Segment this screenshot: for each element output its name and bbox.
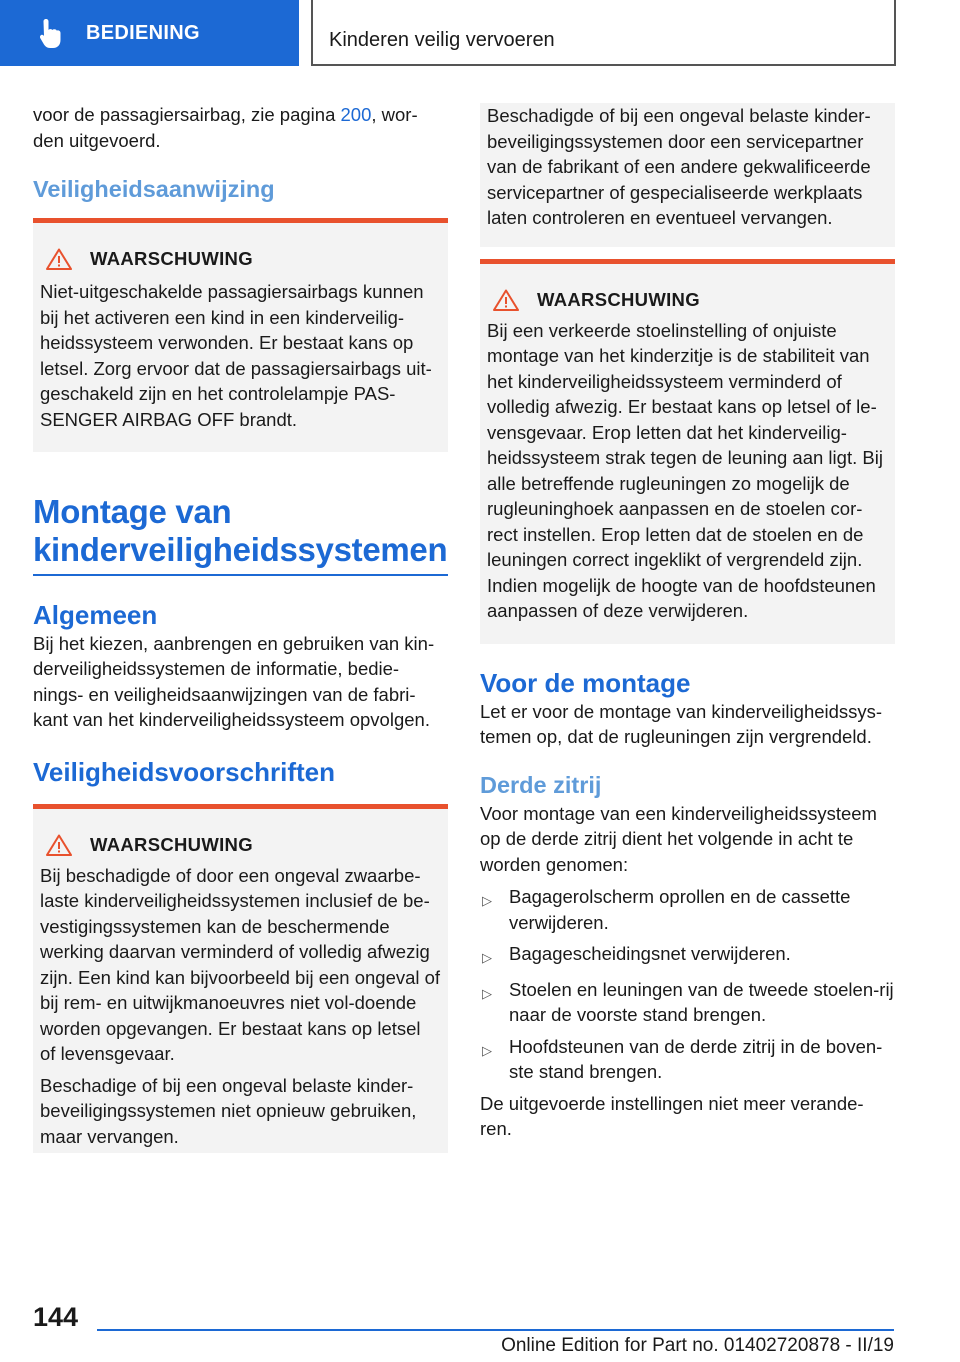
warning-box-seat-setting <box>480 259 895 644</box>
triangle-bullet-icon: ▷ <box>482 893 492 908</box>
page-number: 144 <box>33 1302 79 1332</box>
list-item <box>480 977 895 1028</box>
list-item <box>480 1034 895 1085</box>
third-row-paragraph: Voor montage van een kinderveiligheidssysteem op de derde zitrij dient het volgende in acht te worden genomen: <box>480 802 877 875</box>
intro-paragraph <box>33 102 448 153</box>
list-item-text: Bagagescheidingsnet verwijderen. <box>509 943 791 964</box>
list-item-text: Hoofdsteunen van de derde zitrij in de boven-ste stand brengen. <box>509 1035 883 1082</box>
title-divider <box>33 574 448 576</box>
warning-title-text: WAARSCHUWING <box>537 288 700 310</box>
intro-text-start: voor de passagiersairbag, zie pagina <box>33 104 341 125</box>
right-column <box>480 103 895 1142</box>
warning-text: Bij een verkeerde stoelinstelling of onjuiste montage van het kinderzitje is de stabiliteit van het kinderveiligheidssysteem verminderd of volledig afwezig. Er bestaat kans op letsel of le-vensgevaar. Erop letten dat het kinderveilig-heidssysteem strak tegen de leuning aan ligt. Bij alle betreffende rugleuningen zo mogelijk de rugleuninghoek aanpassen en de stoelen cor-rect instellen. Erop letten dat de stoelen en de leuningen correct ingeklikt of vergrendeld zijn. Indien mogelijk de hoogte van de hoofdsteunen aanpassen of deze verwijderen. <box>487 319 883 621</box>
edition-label: Online Edition for Part no. 01402720878 - II/19 <box>501 1335 894 1356</box>
intro-text-end: , wor- den uitgevoerd. <box>33 104 418 151</box>
triangle-bullet-icon: ▷ <box>482 985 492 1001</box>
list-item-text: Bagagerolscherm oprollen en de cassette verwijderen. <box>509 886 851 933</box>
list-item <box>480 941 895 971</box>
warning-triangle-icon <box>46 248 72 270</box>
warning-triangle-icon <box>46 834 72 856</box>
warning-title <box>46 831 441 859</box>
warning-title <box>46 245 441 273</box>
warning-title <box>493 286 888 314</box>
triangle-bullet-icon: ▷ <box>482 1042 492 1058</box>
pointing-hand-icon <box>36 16 66 50</box>
warning-text: Niet-uitgeschakelde passagiersairbags kunnen bij het activeren een kind in een kinderveilig-heidssysteem verwonden. Er bestaat kans op letsel. Zorg ervoor dat de passagiersairbags uit-geschakeld zijn en het controlelampje PAS-SENGER AIRBAG OFF brandt. <box>40 281 432 430</box>
section-tab[interactable] <box>0 0 299 66</box>
third-row-heading: Derde zitrij <box>480 771 602 798</box>
warning-text: Beschadige of bij een ongeval belaste kinder-beveiligingssystemen niet opnieuw gebruiken, maar vervangen. <box>40 1074 417 1147</box>
footer-divider <box>97 1329 894 1331</box>
triangle-bullet-icon: ▷ <box>482 950 492 965</box>
chapter-title: Kinderen veilig vervoeren <box>329 29 555 51</box>
left-column <box>33 100 448 1153</box>
before-mounting-heading: Voor de montage <box>480 667 691 698</box>
continued-text: Beschadigde of bij een ongeval belaste kinder-beveiligingssystemen door een servicepartner van de fabrikant of een andere gekwalificeerde servicepartner of gespecialiseerde werkplaats laten controleren en eventueel vervangen. <box>487 105 871 228</box>
rules-heading: Veiligheidsvoorschriften <box>33 756 335 787</box>
before-mounting-paragraph: Let er voor de montage van kinderveiligheidssys-temen op, dat de rugleuningen zijn vergrendeld. <box>480 700 883 747</box>
warning-text: Bij beschadigde of door een ongeval zwaarbe-laste kinderveiligheidssystemen inclusief de be-vestigingssystemen kan de beschermende werking daarvan verminderd of volledig afwezig zijn. Een kind kan bijvoorbeeld bij een ongeval of bij rem- en uitwijkmanoeuvres niet vol-doende worden opgevangen. Er bestaat kans op letsel of levensgevaar. <box>40 864 441 1064</box>
warning-title-text: WAARSCHUWING <box>90 248 253 269</box>
section-tab-label: BEDIENING <box>86 21 200 44</box>
page-reference-link[interactable]: 200 <box>340 104 372 125</box>
warning-box-damaged-systems <box>33 804 448 1154</box>
continued-box <box>480 103 895 247</box>
closing-paragraph: De uitgevoerde instellingen niet meer verande-ren. <box>480 1092 864 1139</box>
warning-title-text: WAARSCHUWING <box>90 833 253 855</box>
steps-list <box>480 884 895 1085</box>
general-paragraph: Bij het kiezen, aanbrengen en gebruiken van kin-derveiligheidssystemen de informatie, bedie-nings- en veiligheidsaanwijzingen van de fabri-kant van het kinderveiligheidssysteem opvolgen. <box>33 632 435 730</box>
chapter-header <box>311 0 896 66</box>
general-heading: Algemeen <box>33 599 158 630</box>
list-item-text: Stoelen en leuningen van de tweede stoelen-rij naar de voorste stand brengen. <box>509 978 894 1025</box>
list-item <box>480 884 895 935</box>
safety-heading: Veiligheidsaanwijzing <box>33 176 275 202</box>
warning-box-airbag <box>33 218 448 452</box>
warning-triangle-icon <box>493 289 519 311</box>
page-title: Montage van kinderveiligheidssystemen <box>33 493 448 568</box>
